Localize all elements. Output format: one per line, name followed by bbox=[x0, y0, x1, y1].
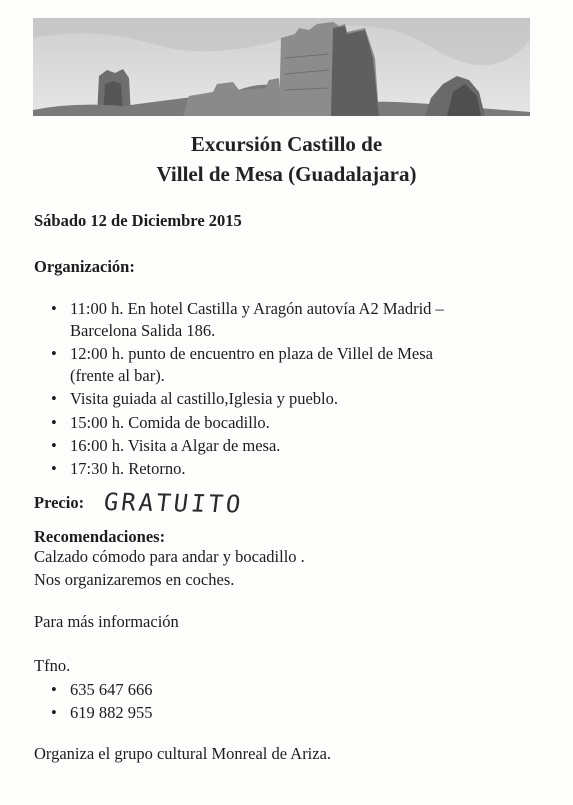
recommendations-heading: Recomendaciones: bbox=[34, 527, 166, 546]
bullet-icon: • bbox=[51, 680, 57, 699]
organization-heading: Organización: bbox=[34, 257, 135, 276]
list-item-text: 11:00 h. En hotel Castilla y Aragón autovía A2 Madrid – bbox=[70, 299, 444, 318]
list-item-text: 15:00 h. Comida de bocadillo. bbox=[70, 413, 270, 432]
list-item-text-cont: Barcelona Salida 186. bbox=[70, 321, 216, 340]
recommendation-line: Nos organizaremos en coches. bbox=[34, 570, 235, 589]
page-title-line2: Villel de Mesa (Guadalajara) bbox=[156, 162, 417, 186]
more-info-text: Para más información bbox=[34, 612, 179, 631]
list-item-text: 12:00 h. punto de encuentro en plaza de Villel de Mesa bbox=[70, 344, 433, 363]
organizer-text: Organiza el grupo cultural Monreal de Ariza. bbox=[34, 744, 332, 763]
price-value-handwritten: GRATUITO bbox=[102, 488, 246, 519]
phone-label: Tfno. bbox=[34, 656, 71, 675]
list-item-text-cont: (frente al bar). bbox=[70, 366, 165, 385]
bullet-icon: • bbox=[51, 459, 57, 478]
event-date: Sábado 12 de Diciembre 2015 bbox=[34, 211, 242, 230]
bullet-icon: • bbox=[51, 299, 57, 318]
list-item-text: Visita guiada al castillo,Iglesia y pueblo. bbox=[70, 389, 338, 408]
bullet-icon: • bbox=[51, 389, 57, 408]
bullet-icon: • bbox=[51, 413, 57, 432]
bullet-icon: • bbox=[51, 344, 57, 363]
phone-number: 635 647 666 bbox=[70, 680, 153, 699]
list-item-text: 17:30 h. Retorno. bbox=[70, 459, 186, 478]
bullet-icon: • bbox=[51, 703, 57, 722]
page-title-line1: Excursión Castillo de bbox=[190, 132, 383, 156]
castle-ruins-image bbox=[33, 18, 530, 116]
price-label: Precio: bbox=[34, 493, 85, 512]
list-item-text: 16:00 h. Visita a Algar de mesa. bbox=[70, 436, 281, 455]
bullet-icon: • bbox=[51, 436, 57, 455]
recommendation-line: Calzado cómodo para andar y bocadillo . bbox=[34, 547, 305, 566]
phone-number: 619 882 955 bbox=[70, 703, 153, 722]
